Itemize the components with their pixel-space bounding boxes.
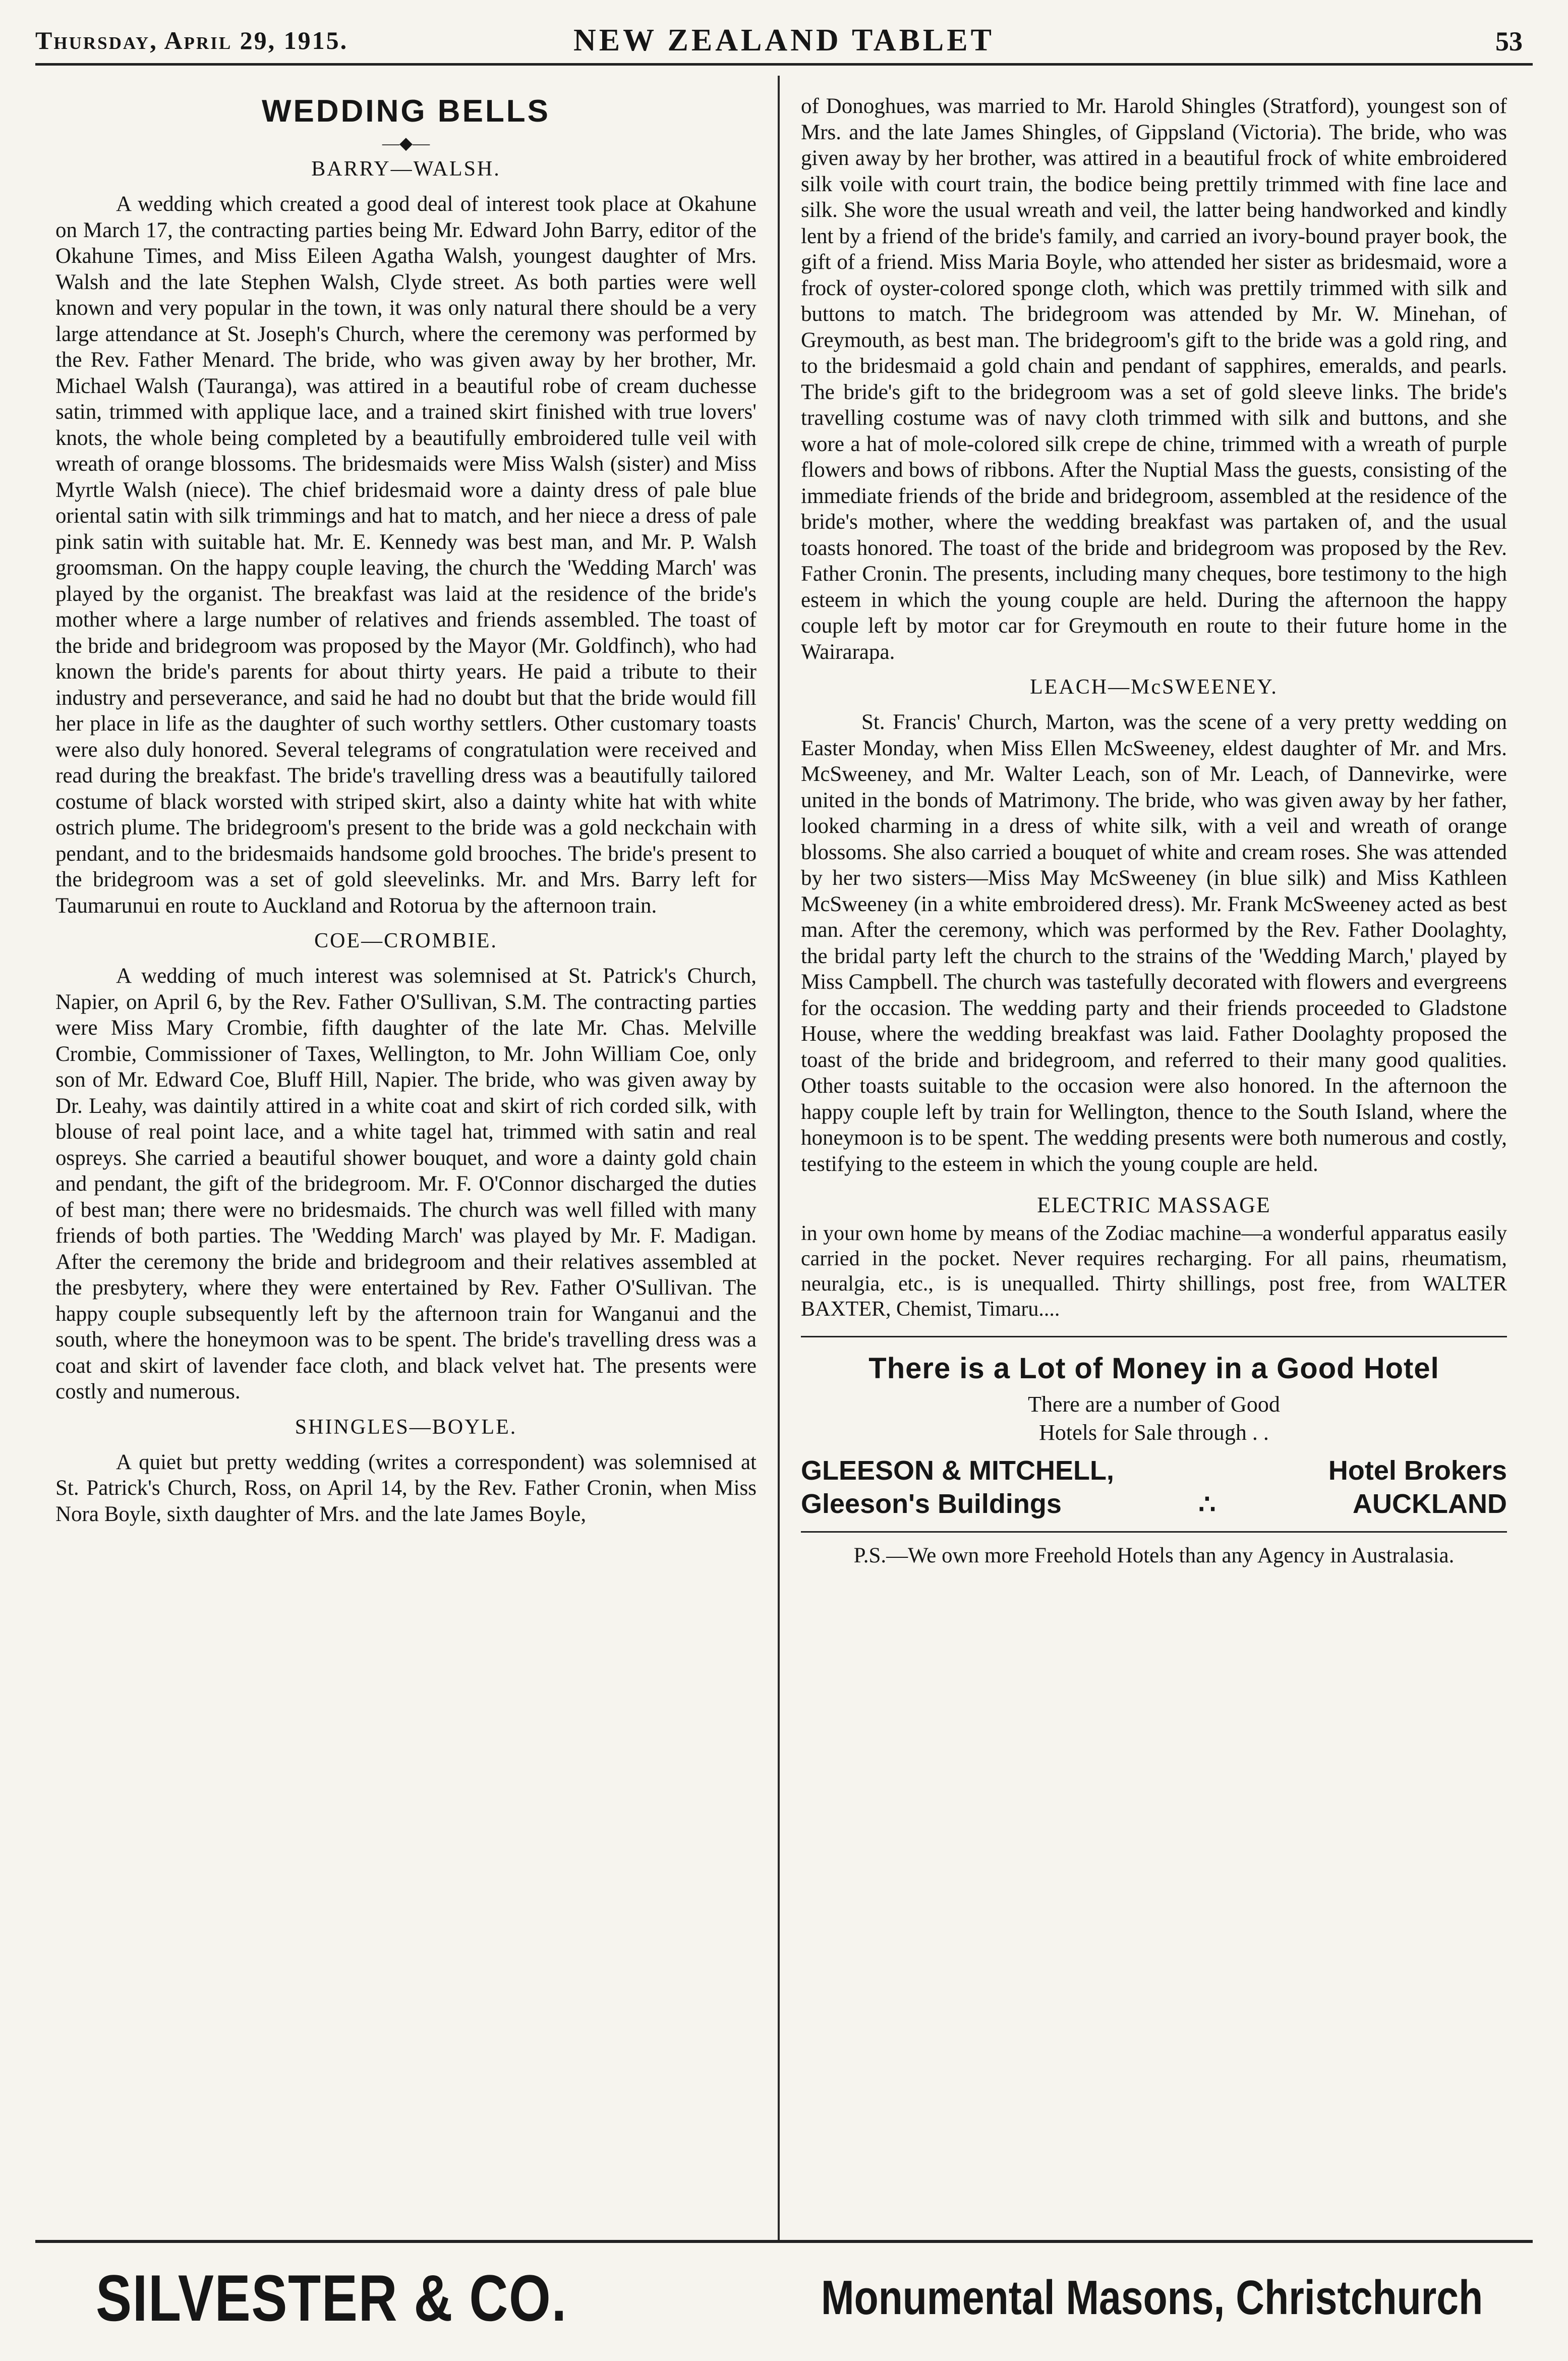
page-header xyxy=(35,23,1533,66)
hotel-ad-line1: There are a number of Good xyxy=(1028,1392,1280,1417)
section-title: WEDDING BELLS xyxy=(261,94,551,129)
left-column xyxy=(55,93,757,1527)
article-text-leach-mcsweeney: St. Francis' Church, Marton, was the scene of a very pretty wedding on Easter Monday, when Miss Ellen McSweeney, eldest daughter of Mr. and Mrs. McSweeney, and Mr. Walter Leach, son of Mr. Leach, of Dannevirke, were united in the bonds of Matrimony. The bride, who was given away by her father, looked charming in a dress of white silk, with a veil and wreath of orange blossoms. She also carried a bouquet of white and cream roses. She was attended by her two sisters—Miss May McSweeney (in blue silk) and Miss Kathleen McSweeney (in a white embroidered dress). Mr. Frank McSweeney acted as best man. After the ceremony, which was performed by the Rev. Father Doolaghty, the bridal party left the church to the strains of the 'Wedding March,' played by Miss Campbell. The church was tastefully decorated with flowers and evergreens for the occasion. The wedding party and their friends proceeded to Gladstone House, where the wedding breakfast was laid. Father Doolaghty proposed the toast of the bride and bridegroom, and referred to their many good qualities. Other toasts suitable to the occasion were also honored. In the afternoon the happy couple left by train for Wellington, thence to the South Island, where the honeymoon is to be spent. The wedding presents were both numerous and costly, testifying to the esteem in which the young couple are held. xyxy=(801,710,1507,1176)
hotel-ad-line2: Hotels for Sale through . . xyxy=(1039,1420,1269,1445)
column-divider xyxy=(778,76,780,2240)
footer-company: SILVESTER & CO. xyxy=(96,2261,567,2335)
hotel-ad-headline: There is a Lot of Money in a Good Hotel xyxy=(868,1352,1439,1385)
hotel-ad-postscript: P.S.—We own more Freehold Hotels than any Agency in Australasia. xyxy=(801,1531,1507,1569)
article-heading-barry-walsh: BARRY—WALSH. xyxy=(311,157,501,181)
footer-ad xyxy=(96,2260,1483,2336)
ad-massage-text: in your own home by means of the Zodiac machine—a wonderful apparatus easily carried in the pocket. Never requires recharging. For all pains, rheumatism, neuralgia, etc., is is unequalled. Thirty shillings, post free, from WALTER BAXTER, Chemist, Timaru.... xyxy=(801,1222,1507,1321)
hotel-ad-firm-role: Hotel Brokers xyxy=(1328,1455,1507,1486)
hotel-ad-firm-name: GLEESON & MITCHELL, xyxy=(801,1455,1114,1486)
article-text-barry-walsh: A wedding which created a good deal of interest took place at Okahune on March 17, the contracting parties being Mr. Edward John Barry, editor of the Okahune Times, and Miss Eileen Agatha Walsh, youngest daughter of Mrs. Walsh and the late Stephen Walsh, Clyde street. As both parties were well known and very popular in the town, it was only natural there should be a very large attendance at St. Joseph's Church, where the ceremony was performed by the Rev. Father Menard. The bride, who was given away by her brother, Mr. Michael Walsh (Tauranga), was attired in a beautiful robe of cream duchesse satin, trimmed with applique lace, and a trained skirt finished with true lovers' knots, the whole being completed by a beautifully embroidered tulle veil with wreath of orange blossoms. The bridesmaids were Miss Walsh (sister) and Miss Myrtle Walsh (niece). The chief bridesmaid wore a dainty dress of pale blue oriental satin with silk trimmings and hat to match, and her niece a dress of pale pink satin with suitable hat. Mr. E. Kennedy was best man, and Mr. P. Walsh groomsman. On the happy couple leaving, the church the 'Wedding March' was played by the organist. The breakfast was laid at the residence of the bride's mother where a large number of relatives and friends assembled. The toast of the bride and bridegroom was proposed by the Mayor (Mr. Goldfinch), who had known the bride's parents for about thirty years. He paid a tribute to their industry and perseverance, and said he had no doubt but that the bride would fill her place in life as the daughter of such worthy settlers. Other customary toasts were also duly honored. Several telegrams of congratulation were received and read during the breakfast. The bride's travelling dress was a beautifully tailored costume of black worsted with striped skirt, also a dainty white hat with white ostrich plume. The bridegroom's present to the bride was a gold neckchain with pendant, and to the bridesmaids handsome gold brooches. The bride's present to the bridegroom was a set of gold sleevelinks. Mr. and Mrs. Barry left for Taumarunui en route to Auckland and Rotorua by the afternoon train. xyxy=(55,192,757,918)
page-number: 53 xyxy=(1495,26,1523,57)
footer-trade: Monumental Masons, Christchurch xyxy=(821,2271,1483,2325)
article-heading-leach-mcsweeney: LEACH—McSWEENEY. xyxy=(1030,676,1278,699)
article-text-coe-crombie: A wedding of much interest was solemnised at St. Patrick's Church, Napier, on April 6, by the Rev. Father O'Sullivan, S.M. The contracting parties were Miss Mary Crombie, fifth daughter of the late Mr. Chas. Melville Crombie, Commissioner of Taxes, Wellington, to Mr. John William Coe, only son of Mr. Edward Coe, Bluff Hill, Napier. The bride, who was given away by Dr. Leahy, was daintily attired in a white coat and skirt of rich corded silk, with blouse of real point lace, and a white tagel hat, trimmed with satin and real ospreys. She carried a beautiful shower bouquet, and wore a dainty gold chain and pendant, the gift of the bridegroom. Mr. F. O'Connor discharged the duties of best man; there were no bridesmaids. The church was well filled with many friends of both parties. The 'Wedding March' was played by Mr. F. Madigan. After the ceremony the bride and bridegroom and their relatives assembled at the presbytery, where they were entertained by Rev. Father O'Sullivan. The happy couple subsequently left by the afternoon train for Wanganui and the south, where the honeymoon was to be spent. The bride's travelling dress was a coat and skirt of lavender face cloth, and black velvet hat. The presents were costly and numerous. xyxy=(55,964,757,1403)
article-heading-shingles-boyle: SHINGLES—BOYLE. xyxy=(295,1415,517,1439)
hotel-ad-address xyxy=(801,1488,1507,1520)
title-ornament: —◆— xyxy=(382,134,430,153)
hotel-ad-building: Gleeson's Buildings xyxy=(801,1489,1062,1519)
hotel-ad-firm xyxy=(801,1455,1507,1486)
article-heading-coe-crombie: COE—CROMBIE. xyxy=(314,929,498,952)
ad-massage-title: ELECTRIC MASSAGE xyxy=(1037,1193,1271,1217)
hotel-ad-separator: ∴ xyxy=(1198,1489,1216,1520)
footer-rule xyxy=(35,2240,1533,2243)
hotel-ad-city: AUCKLAND xyxy=(1353,1489,1507,1519)
right-column xyxy=(801,93,1507,1569)
article-text-shingles-boyle-part1: A quiet but pretty wedding (writes a correspondent) was solemnised at St. Patrick's Church, Ross, on April 14, by the Rev. Father Cronin, when Miss Nora Boyle, sixth daughter of Mrs. and the late James Boyle, xyxy=(55,1450,757,1526)
hotel-ad xyxy=(801,1352,1507,1569)
article-text-shingles-boyle-part2: of Donoghues, was married to Mr. Harold Shingles (Stratford), youngest son of Mrs. and the late James Shingles, of Gippsland (Victoria). The bride, who was given away by her brother, was attired in a beautiful frock of white embroidered silk voile with court train, the bodice being prettily trimmed with fine lace and silk. She wore the usual wreath and veil, the latter being handworked and kindly lent by a friend of the bride's family, and carried an ivory-bound prayer book, the gift of a friend. Miss Maria Boyle, who attended her sister as bridesmaid, wore a frock of oyster-colored sponge cloth, which was prettily trimmed with silk and buttons to match. The bridegroom was attended by Mr. W. Minehan, of Greymouth, as best man. The bridegroom's gift to the bride was a gold ring, and to the bridesmaid a gold chain and pendant of sapphires, emeralds, and pearls. The bride's gift to the bridegroom was a set of gold sleeve links. The bride's travelling costume was of navy cloth trimmed with silk and buttons, and she wore a hat of mole-colored silk crepe de chine, trimmed with a wreath of purple flowers and bows of ribbons. After the Nuptial Mass the guests, consisting of the immediate friends of the bride and bridegroom, assembled at the residence of the bride's mother, where the wedding breakfast was partaken of, and the usual toasts honored. The toast of the bride and bridegroom was proposed by the Rev. Father Cronin. The presents, including many cheques, bore testimony to the high esteem in which the young couple are held. During the afternoon the happy couple left by motor car for Greymouth en route to their future home in the Wairarapa. xyxy=(801,94,1507,664)
ad-divider xyxy=(801,1336,1507,1337)
masthead: NEW ZEALAND TABLET xyxy=(573,23,995,58)
issue-date: Thursday, April 29, 1915. xyxy=(35,26,349,54)
